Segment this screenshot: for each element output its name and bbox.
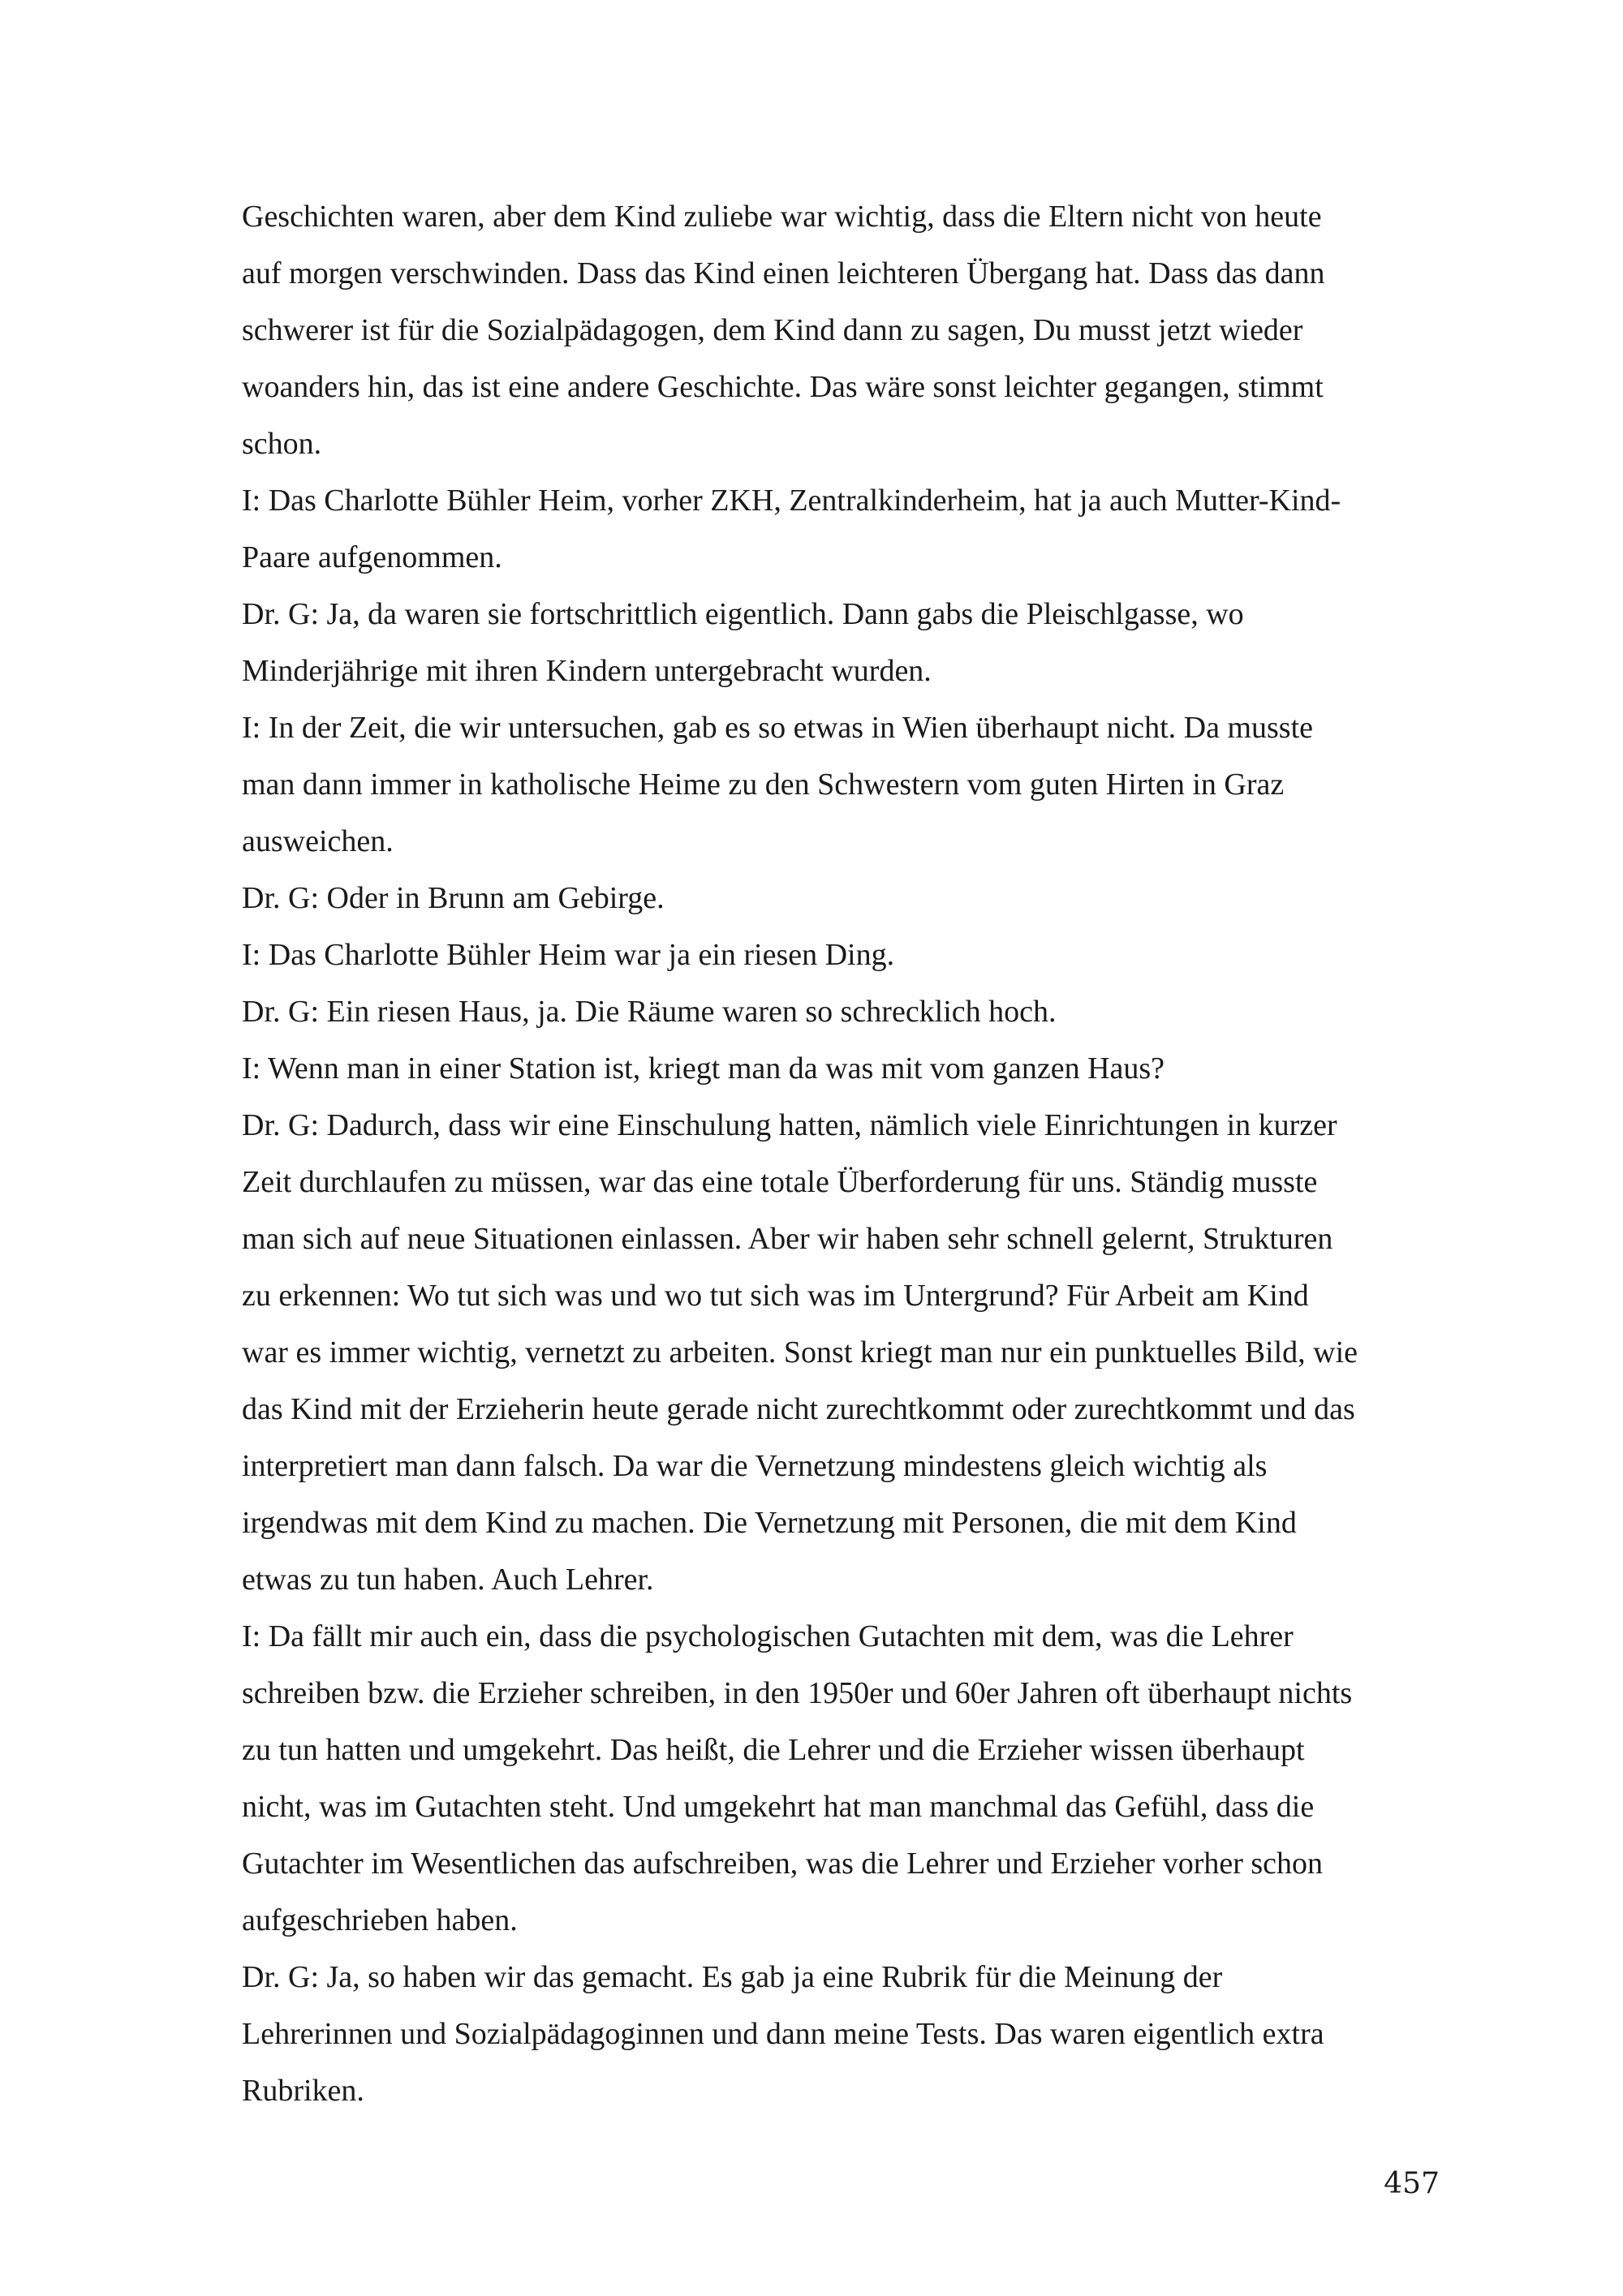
text-line: I: In der Zeit, die wir untersuchen, gab es so etwas in Wien überhaupt nicht. Da musste — [242, 711, 1314, 745]
text-line: das Kind mit der Erzieherin heute gerade nicht zurechtkommt oder zurechtkommt und das — [242, 1392, 1355, 1426]
text-line: woanders hin, das ist eine andere Geschichte. Das wäre sonst leichter gegangen, stimmt — [242, 370, 1324, 404]
text-line: Dr. G: Ein riesen Haus, ja. Die Räume waren so schrecklich hoch. — [242, 995, 1057, 1029]
text-line: man sich auf neue Situationen einlassen. Aber wir haben sehr schnell gelernt, Strukturen — [242, 1222, 1333, 1256]
text-line: auf morgen verschwinden. Dass das Kind einen leichteren Übergang hat. Dass das dann — [242, 256, 1325, 290]
text-line: zu erkennen: Wo tut sich was und wo tut sich was im Untergrund? Für Arbeit am Kind — [242, 1279, 1309, 1313]
text-line: interpretiert man dann falsch. Da war die Vernetzung mindestens gleich wichtig als — [242, 1449, 1268, 1483]
text-line: Dr. G: Ja, da waren sie fortschrittlich eigentlich. Dann gabs die Pleischlgasse, wo — [242, 597, 1244, 631]
text-line: irgendwas mit dem Kind zu machen. Die Vernetzung mit Personen, die mit dem Kind — [242, 1506, 1297, 1540]
text-line: Lehrerinnen und Sozialpädagoginnen und dann meine Tests. Das waren eigentlich extra — [242, 2017, 1324, 2051]
text-line: schwerer ist für die Sozialpädagogen, dem Kind dann zu sagen, Du musst jetzt wieder — [242, 313, 1303, 347]
text-line: Zeit durchlaufen zu müssen, war das eine totale Überforderung für uns. Ständig musste — [242, 1165, 1318, 1199]
text-line: aufgeschrieben haben. — [242, 1903, 518, 1937]
body-text — [242, 188, 1443, 2119]
page-number: 457 — [1384, 2167, 1440, 2200]
text-line: schreiben bzw. die Erzieher schreiben, in den 1950er und 60er Jahren oft überhaupt nichts — [242, 1676, 1353, 1710]
text-line: I: Wenn man in einer Station ist, kriegt man da was mit vom ganzen Haus? — [242, 1051, 1165, 1086]
text-line: zu tun hatten und umgekehrt. Das heißt, die Lehrer und die Erzieher wissen überhaupt — [242, 1733, 1305, 1767]
text-line: Dr. G: Oder in Brunn am Gebirge. — [242, 881, 665, 915]
text-line: nicht, was im Gutachten steht. Und umgekehrt hat man manchmal das Gefühl, dass die — [242, 1790, 1315, 1824]
text-line: Rubriken. — [242, 2074, 364, 2108]
text-line: Minderjährige mit ihren Kindern untergebracht wurden. — [242, 654, 932, 688]
text-line: Dr. G: Ja, so haben wir das gemacht. Es gab ja eine Rubrik für die Meinung der — [242, 1960, 1223, 1994]
text-line: Dr. G: Dadurch, dass wir eine Einschulung hatten, nämlich viele Einrichtungen in kurzer — [242, 1108, 1337, 1142]
text-line: I: Das Charlotte Bühler Heim war ja ein riesen Ding. — [242, 938, 895, 972]
text-line: Geschichten waren, aber dem Kind zuliebe war wichtig, dass die Eltern nicht von heute — [242, 200, 1322, 234]
text-line: I: Da fällt mir auch ein, dass die psychologischen Gutachten mit dem, was die Lehrer — [242, 1619, 1294, 1653]
text-line: I: Das Charlotte Bühler Heim, vorher ZKH, Zentralkinderheim, hat ja auch Mutter-Kind- — [242, 484, 1341, 518]
text-line: Paare aufgenommen. — [242, 540, 502, 574]
text-line: etwas zu tun haben. Auch Lehrer. — [242, 1563, 654, 1597]
text-line: schon. — [242, 427, 322, 461]
text-line: ausweichen. — [242, 824, 394, 858]
text-line: Gutachter im Wesentlichen das aufschreiben, was die Lehrer und Erzieher vorher schon — [242, 1847, 1324, 1881]
text-line: war es immer wichtig, vernetzt zu arbeiten. Sonst kriegt man nur ein punktuelles Bild, wie — [242, 1335, 1358, 1369]
text-line: man dann immer in katholische Heime zu den Schwestern vom guten Hirten in Graz — [242, 767, 1285, 802]
